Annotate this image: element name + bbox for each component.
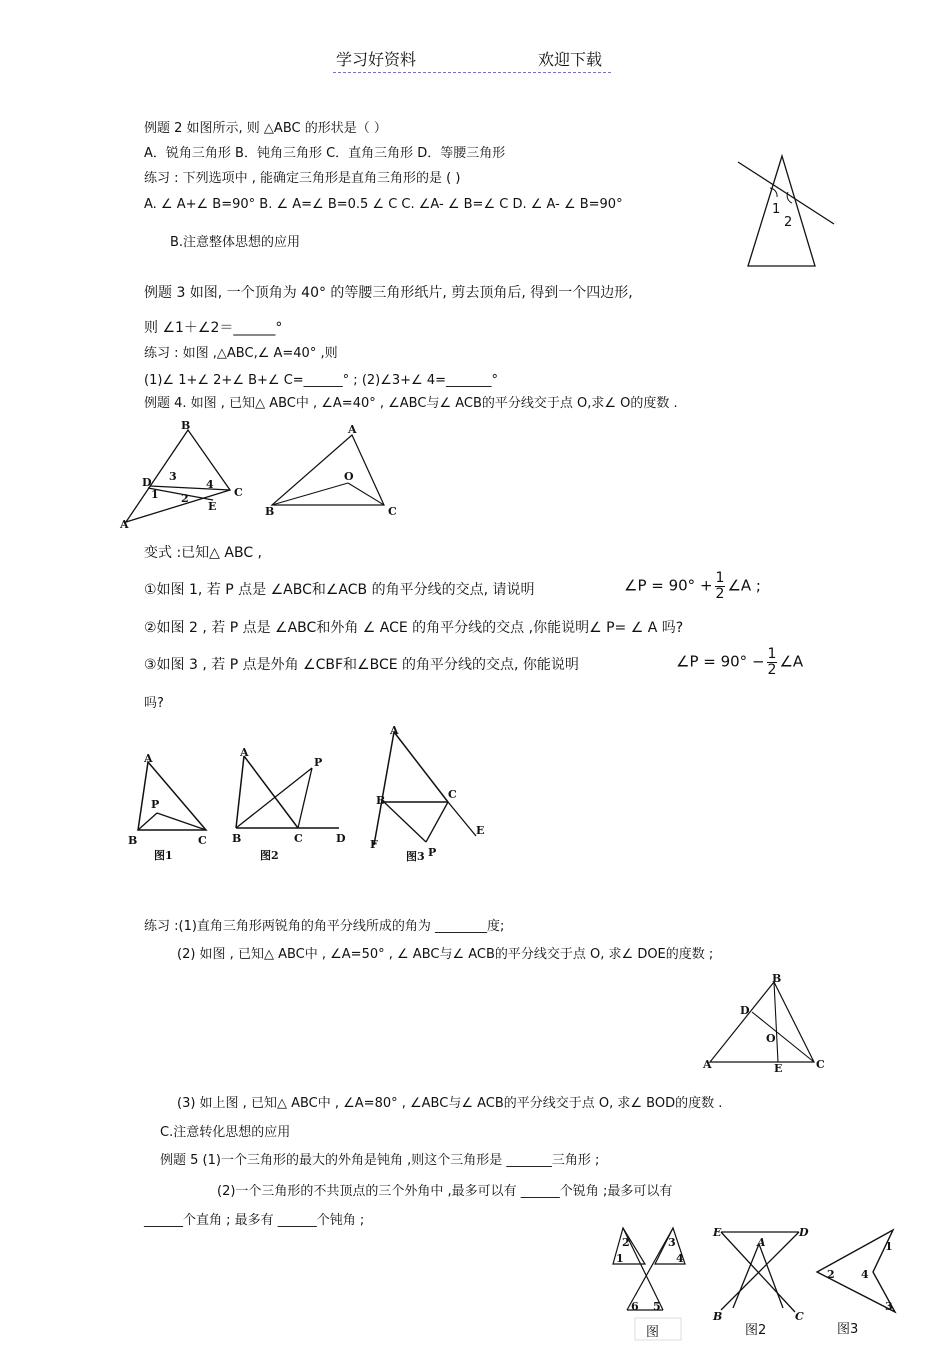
- svg-text:E: E: [208, 500, 217, 513]
- ex2-choices: A. ∠ A+∠ B=90° B. ∠ A=∠ B=0.5 ∠ C C. ∠A- ∠ B=∠ C D. ∠ A- ∠ B=90°: [144, 197, 623, 212]
- ex2-title: 例题 2 如图所示, 则 △ABC 的形状是（ ）: [144, 121, 387, 136]
- svg-text:E: E: [774, 1062, 783, 1075]
- svg-text:B: B: [128, 834, 138, 847]
- svg-text:P: P: [314, 756, 323, 769]
- ex2-options: A．锐角三角形 B．钝角三角形 C．直角三角形 D．等腰三角形: [144, 146, 506, 161]
- header-rule: [333, 72, 611, 73]
- variant-q2: ②如图 2 , 若 P 点是 ∠ABC和外角 ∠ ACE 的角平分线的交点 ,你能说明∠ P= ∠ A 吗?: [144, 620, 684, 636]
- svg-text:1: 1: [151, 488, 159, 501]
- svg-text:A: A: [240, 746, 249, 759]
- svg-text:C: C: [795, 1310, 804, 1323]
- svg-text:C: C: [198, 834, 207, 847]
- svg-text:2: 2: [181, 492, 189, 505]
- svg-text:3: 3: [668, 1236, 676, 1249]
- svg-text:图3: 图3: [837, 1322, 859, 1337]
- variant-q3-end: 吗?: [144, 696, 164, 711]
- svg-text:C: C: [388, 505, 397, 518]
- header-right: 欢迎下载: [538, 50, 603, 69]
- svg-text:C: C: [294, 832, 303, 845]
- figure-bottom: [605, 1220, 905, 1340]
- svg-text:C: C: [448, 788, 457, 801]
- svg-text:F: F: [370, 838, 378, 851]
- svg-text:O: O: [766, 1032, 776, 1045]
- svg-text:A: A: [144, 752, 153, 765]
- svg-text:P: P: [151, 798, 160, 811]
- svg-text:O: O: [344, 470, 354, 483]
- label-2: 2: [784, 215, 793, 230]
- ex3-practice-q: (1)∠ 1+∠ 2+∠ B+∠ C=______° ; (2)∠3+∠ 4=_______°: [144, 373, 498, 388]
- svg-text:4: 4: [206, 478, 214, 491]
- header-left: 学习好资料: [336, 50, 417, 69]
- fraction-half-2: $\frac{1}{2}$: [767, 646, 777, 678]
- svg-text:B: B: [181, 419, 191, 432]
- fraction-half: $\frac{1}{2}$: [715, 570, 725, 602]
- svg-text:E: E: [713, 1226, 722, 1239]
- svg-text:P: P: [428, 846, 437, 859]
- ex5-line2: (2)一个三角形的不共顶点的三个外角中 ,最多可以有 ______个锐角 ;最多可以有: [217, 1184, 673, 1199]
- ex5-line1: 例题 5 (1)一个三角形的最大的外角是钝角 ,则这个三角形是 _______三角形 ;: [160, 1153, 600, 1168]
- ex2-practice: 练习 : 下列选项中 , 能确定三角形是直角三角形的是 ( ): [144, 171, 461, 186]
- figure-triangle-o: [262, 425, 402, 520]
- ex5-line3: ______个直角 ; 最多有 ______个钝角 ;: [144, 1213, 365, 1228]
- svg-text:A: A: [348, 423, 357, 436]
- svg-text:1: 1: [885, 1240, 893, 1253]
- svg-text:6: 6: [631, 1300, 639, 1313]
- label-1: 1: [772, 202, 781, 217]
- svg-text:1: 1: [616, 1252, 624, 1265]
- figure-cut-triangle: [730, 150, 840, 272]
- svg-text:D: D: [336, 832, 346, 845]
- svg-text:E: E: [476, 824, 485, 837]
- svg-text:5: 5: [653, 1300, 661, 1313]
- svg-text:A: A: [703, 1058, 712, 1071]
- svg-text:3: 3: [169, 470, 177, 483]
- variant-q1-formula: ∠P = 90° + $\frac{1}{2}$ ∠A ;: [624, 570, 761, 602]
- figure-triangle-doe: [702, 970, 832, 1075]
- variant-title: 变式 :已知△ ABC ,: [144, 545, 262, 561]
- svg-text:D: D: [799, 1226, 809, 1239]
- svg-text:4: 4: [676, 1252, 684, 1265]
- svg-text:图1: 图1: [154, 849, 173, 862]
- ex4-line: 例题 4. 如图 , 已知△ ABC中 , ∠A=40° , ∠ABC与∠ ACB的平分线交于点 O,求∠ O的度数 .: [144, 396, 678, 411]
- variant-q3-text: ③如图 3 , 若 P 点是外角 ∠CBF和∠BCE 的角平分线的交点, 你能说明: [144, 657, 579, 673]
- svg-text:B: B: [772, 972, 782, 985]
- section-b: B.注意整体思想的应用: [170, 235, 301, 250]
- svg-text:图: 图: [646, 1325, 660, 1340]
- svg-text:B: B: [265, 505, 275, 518]
- svg-text:4: 4: [861, 1268, 869, 1281]
- svg-text:A: A: [120, 518, 129, 531]
- svg-text:2: 2: [622, 1236, 630, 1249]
- svg-text:3: 3: [885, 1300, 893, 1313]
- svg-text:B: B: [376, 794, 386, 807]
- svg-text:图3: 图3: [406, 850, 425, 863]
- svg-text:C: C: [234, 486, 243, 499]
- svg-text:D: D: [142, 476, 152, 489]
- svg-text:B: B: [713, 1310, 723, 1323]
- svg-text:A: A: [390, 724, 399, 737]
- figure-triangle-angles: [118, 420, 248, 530]
- svg-text:2: 2: [827, 1268, 835, 1281]
- practice2-line2: (2) 如图 , 已知△ ABC中 , ∠A=50° , ∠ ABC与∠ ACB的平分线交于点 O, 求∠ DOE的度数 ;: [177, 947, 714, 962]
- ex3-line2: 则 ∠1＋∠2＝______°: [144, 320, 283, 336]
- svg-text:C: C: [816, 1058, 825, 1071]
- practice2-line1: 练习 :(1)直角三角形两锐角的角平分线所成的角为 ________度;: [144, 919, 505, 934]
- svg-text:图2: 图2: [745, 1323, 767, 1338]
- svg-text:B: B: [232, 832, 242, 845]
- svg-text:图2: 图2: [260, 849, 279, 862]
- variant-q3-formula: ∠P = 90° − $\frac{1}{2}$ ∠A: [676, 646, 804, 678]
- ex3-practice: 练习 : 如图 ,△ABC,∠ A=40° ,则: [144, 346, 338, 361]
- svg-text:A: A: [757, 1236, 766, 1249]
- practice2-line3: (3) 如上图 , 已知△ ABC中 , ∠A=80° , ∠ABC与∠ ACB的平分线交于点 O, 求∠ BOD的度数 .: [177, 1096, 723, 1111]
- ex3-line1: 例题 3 如图, 一个顶角为 40° 的等腰三角形纸片, 剪去顶角后, 得到一个四边形,: [144, 285, 633, 301]
- variant-q1-text: ①如图 1, 若 P 点是 ∠ABC和∠ACB 的角平分线的交点, 请说明: [144, 582, 535, 598]
- section-c: C.注意转化思想的应用: [160, 1125, 291, 1140]
- svg-text:D: D: [740, 1004, 750, 1017]
- figure-variants: [124, 720, 494, 865]
